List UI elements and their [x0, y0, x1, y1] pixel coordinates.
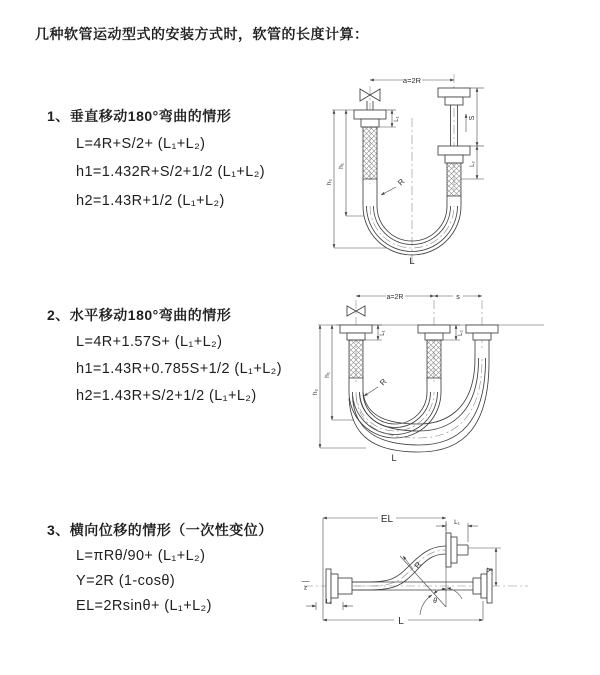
- dim-label-s: s: [456, 294, 460, 301]
- dim-label-r: R: [412, 560, 424, 571]
- dim-label-length: L: [391, 453, 397, 463]
- dim-s: [434, 294, 482, 301]
- dim-label-h2: h₂: [312, 388, 319, 396]
- right-flange-fitting: [466, 325, 498, 340]
- formula-line: h1=1.43R+0.785S+1/2 (L₁+L₂): [76, 361, 282, 377]
- dim-label-a2r: a=2R: [386, 294, 404, 301]
- dim-label-l2: L₂: [458, 330, 464, 336]
- section-1-heading: 1、垂直移动180°弯曲的情形: [47, 108, 232, 124]
- dim-label-h1: h₁: [324, 372, 331, 378]
- dim-label-theta: θ: [433, 598, 437, 605]
- dim-label-l1: L₁: [380, 330, 386, 336]
- dim-length: [323, 598, 483, 627]
- section-3-heading: 3、横向位移的情形（一次性变位）: [47, 522, 273, 538]
- dim-label-y: Y: [486, 567, 495, 573]
- formula-line: L=πRθ/90+ (L₁+L₂): [76, 548, 206, 564]
- formula-line: L=4R+1.57S+ (L₁+L₂): [76, 334, 223, 350]
- right-flange-lower: [438, 146, 470, 196]
- formula-line: h1=1.432R+S/2+1/2 (L₁+L₂): [76, 164, 266, 180]
- centerline-marker: z: [303, 584, 308, 592]
- middle-flange-fitting: [418, 325, 450, 378]
- formula-line: h2=1.43R+S/2+1/2 (L₁+L₂): [76, 388, 257, 404]
- dim-label-h1: h₁: [338, 163, 345, 169]
- dim-label-l1: L₁: [394, 116, 400, 122]
- dim-a-2r: [370, 76, 454, 85]
- formula-line: L=4R+S/2+ (L₁+L₂): [76, 136, 206, 152]
- section-2-heading: 2、水平移动180°弯曲的情形: [47, 307, 232, 323]
- dim-label-r: R: [396, 176, 407, 188]
- diagram-horizontal-180-bend: [306, 280, 581, 465]
- dim-label-l1: L₁: [454, 519, 460, 526]
- hose-u-position-2: [349, 340, 489, 452]
- centerlines: [356, 300, 482, 385]
- dim-s: [469, 88, 484, 146]
- diagram-lateral-displacement: [296, 493, 596, 648]
- dim-label-h2: h₂: [326, 178, 333, 186]
- hose-displaced-position: [352, 546, 446, 590]
- left-flange-fitting: [340, 325, 372, 378]
- dim-el: [323, 514, 446, 620]
- dim-label-a2r: a=2R: [402, 76, 422, 85]
- left-flange-fitting: [354, 110, 386, 179]
- dim-label-s: S: [469, 115, 476, 121]
- formula-line: EL=2Rsinθ+ (L₁+L₂): [76, 598, 212, 614]
- dim-label-length: L: [409, 256, 415, 267]
- dim-label-length: L: [398, 616, 404, 627]
- dim-label-el: EL: [380, 514, 394, 525]
- centerlines: [370, 74, 454, 263]
- dim-label-r: R: [378, 376, 389, 388]
- dim-a-2r: [356, 294, 434, 301]
- page-title: 几种软管运动型式的安装方式时，软管的长度计算：: [35, 26, 369, 42]
- angle-theta: [400, 556, 462, 615]
- dim-label-l2: L₂: [470, 161, 476, 167]
- formula-line: h2=1.43R+1/2 (L₁+L₂): [76, 193, 225, 209]
- right-flange-fitting: [473, 569, 492, 603]
- radius-callout: [364, 377, 389, 396]
- top-flange-fitting: [446, 533, 468, 567]
- diagram-vertical-180-bend: [314, 66, 579, 268]
- dim-l2: [306, 599, 353, 611]
- radius-callout: [381, 177, 407, 195]
- dim-label-l2: L₂: [325, 598, 333, 606]
- formula-line: Y=2R (1-cosθ): [76, 573, 176, 589]
- dim-h1: [338, 110, 364, 216]
